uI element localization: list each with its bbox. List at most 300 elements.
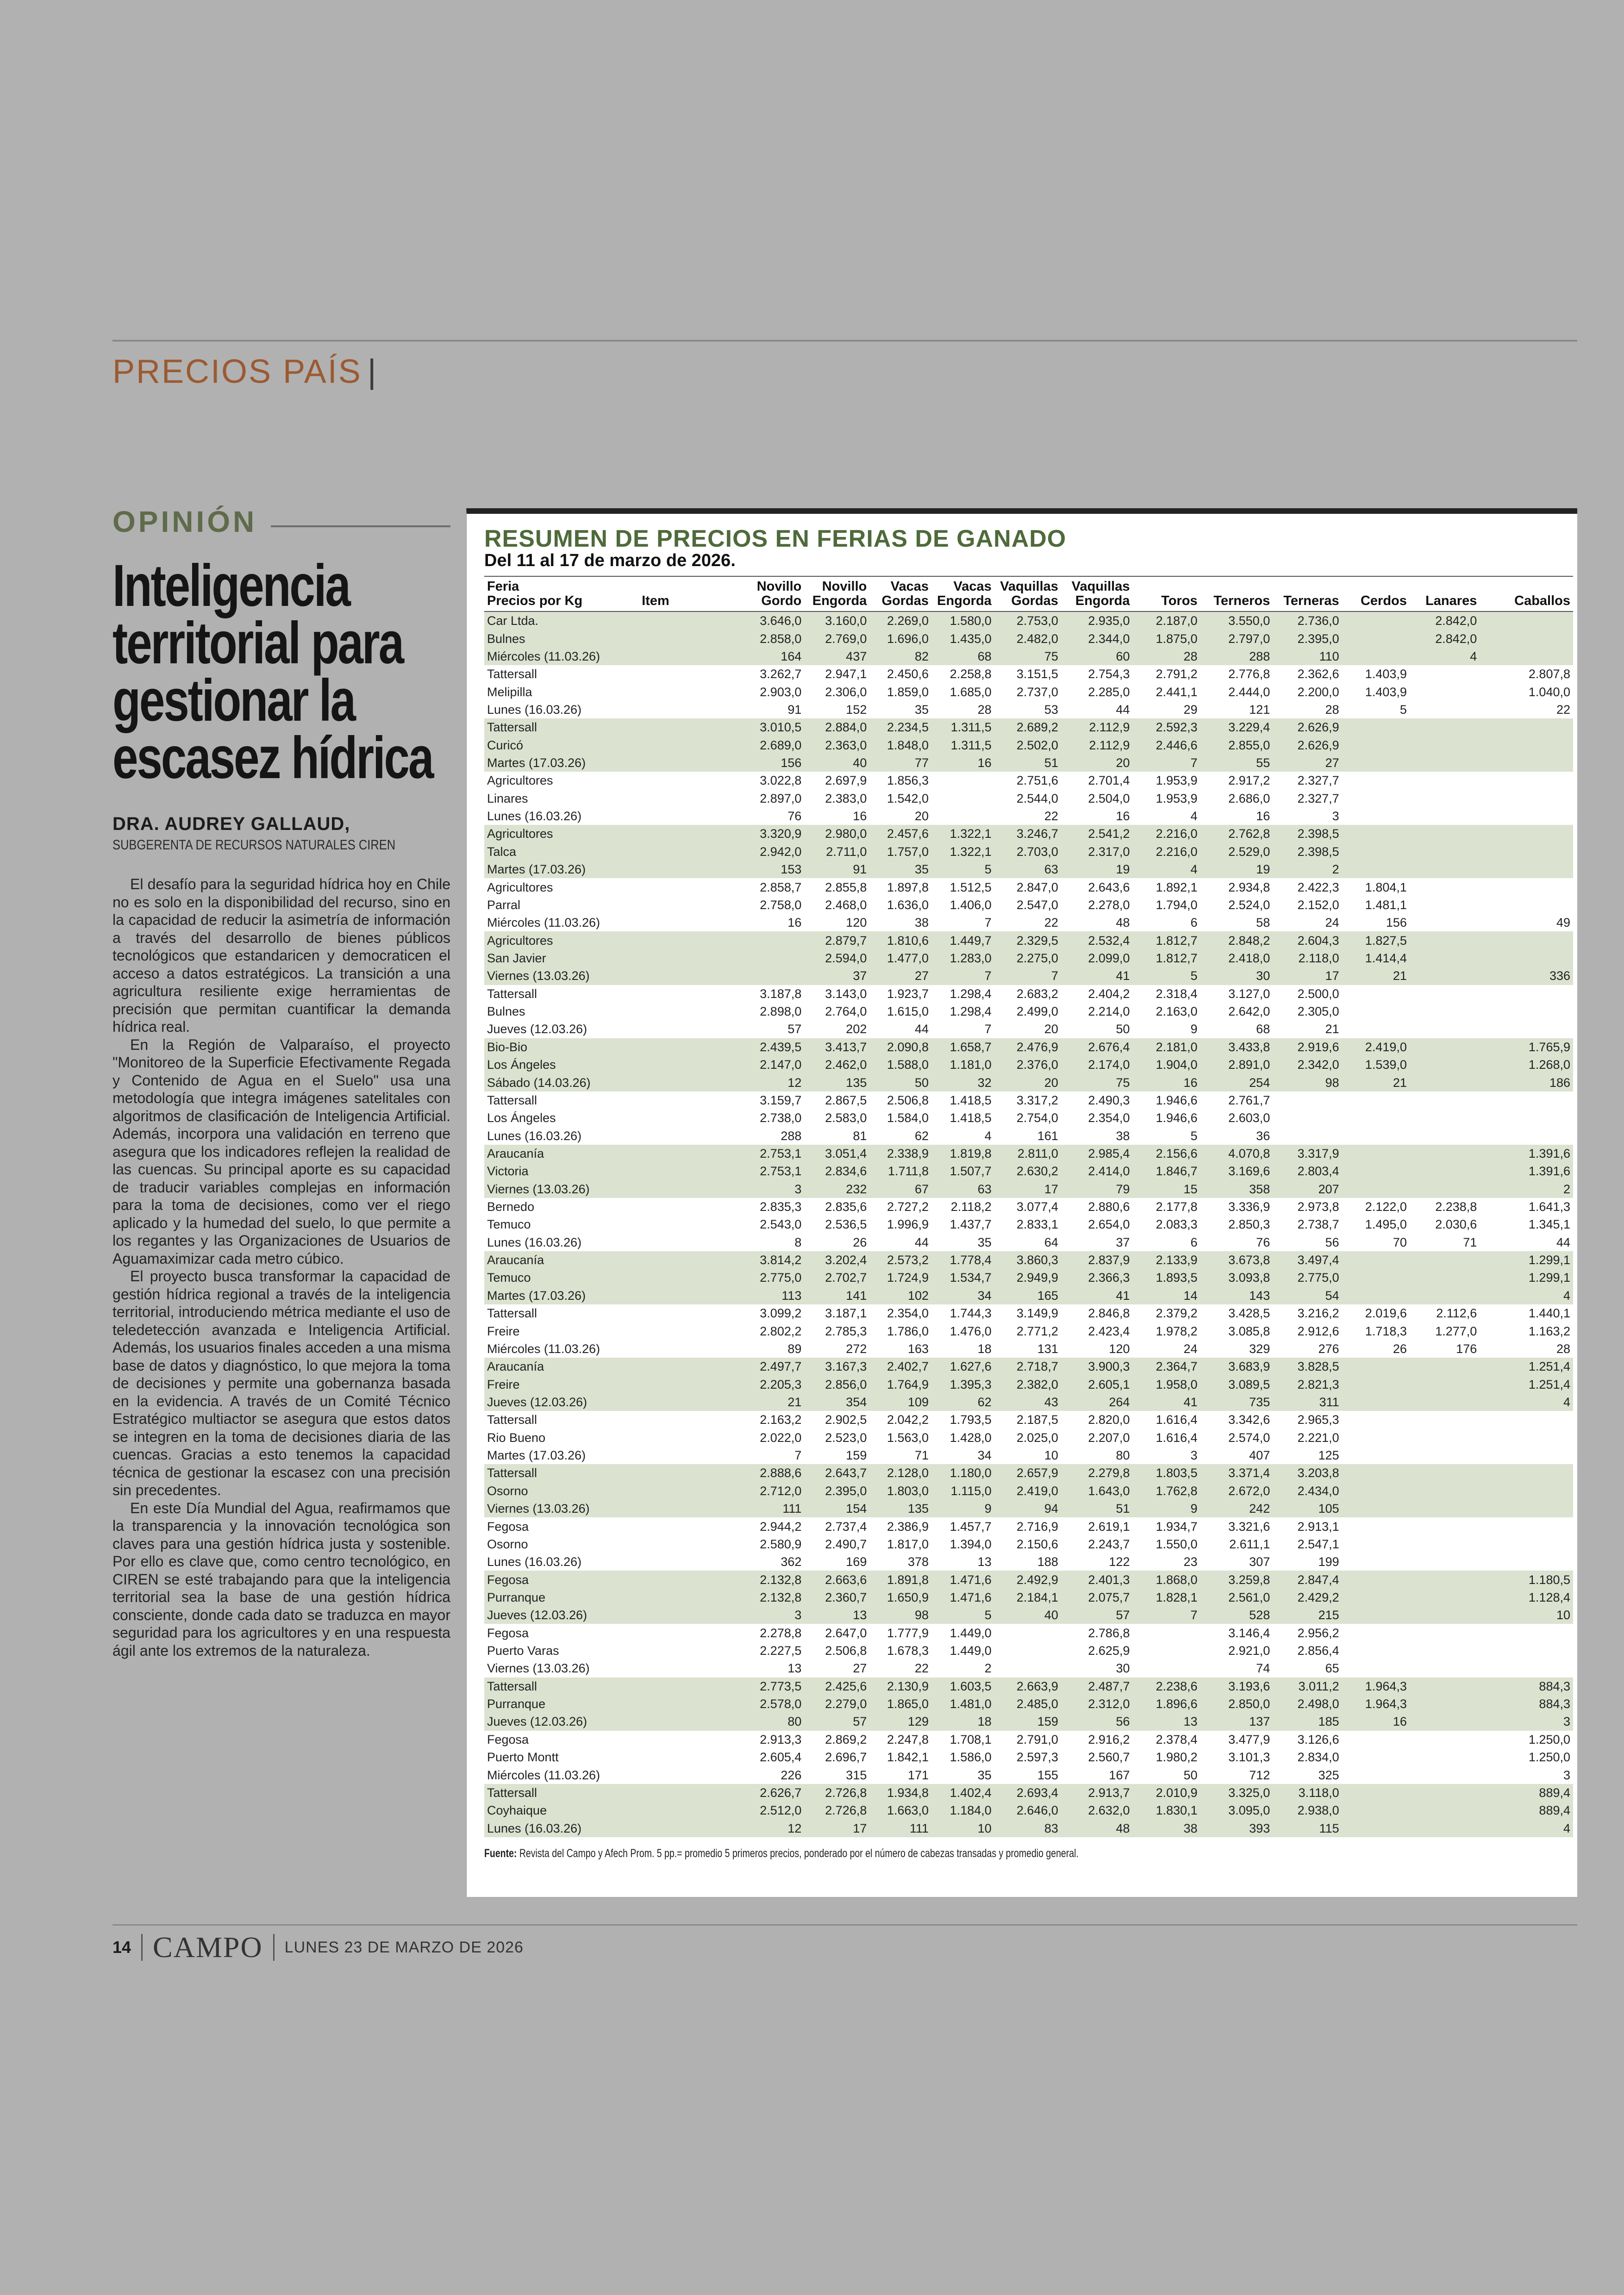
price-cell: 48	[1061, 1819, 1133, 1837]
price-cell: 2.492,9	[994, 1571, 1061, 1588]
price-cell: 2.544,0	[1016, 791, 1058, 805]
col-header-item: Item	[639, 576, 740, 611]
price-cell: 13	[804, 1606, 869, 1624]
price-cell	[1410, 967, 1480, 985]
price-cell: 1.395,3	[931, 1375, 994, 1393]
price-cell: 1.830,1	[1132, 1802, 1200, 1819]
price-cell: 7	[984, 1022, 992, 1036]
price-cell: 2.378,4	[1156, 1732, 1198, 1746]
price-cell	[1342, 1642, 1410, 1659]
table-row	[484, 1642, 1573, 1659]
price-cell: 2.221,0	[1297, 1430, 1339, 1445]
table-row	[484, 1748, 1573, 1766]
price-cell: 129	[869, 1713, 931, 1730]
price-cell: 1.180,0	[931, 1464, 994, 1482]
price-cell: 102	[869, 1287, 931, 1304]
price-cell	[1410, 1393, 1480, 1411]
price-cell: 2.856,0	[804, 1375, 869, 1393]
price-cell: 254	[1200, 1073, 1273, 1091]
price-cell: 1.181,0	[931, 1056, 994, 1073]
price-cell	[1273, 1109, 1342, 1127]
item-cell	[639, 896, 740, 914]
price-cell: 2.363,0	[804, 736, 869, 754]
price-cell: 81	[853, 1129, 867, 1143]
price-cell: 2.803,4	[1273, 1162, 1342, 1180]
price-cell: 12	[741, 1819, 805, 1837]
price-cell: 77	[869, 754, 931, 772]
price-cell	[1342, 1748, 1410, 1766]
price-cell: 2.216,0	[1132, 825, 1200, 842]
price-cell: 164	[741, 648, 805, 665]
footer-separator	[273, 1934, 275, 1961]
price-cell: 1.437,7	[949, 1217, 992, 1232]
price-cell	[1410, 896, 1480, 914]
feria-cell: Melipilla	[487, 685, 532, 699]
feria-cell: Purranque	[484, 1695, 639, 1713]
price-cell: 2.312,0	[1061, 1695, 1133, 1713]
feria-cell: Araucanía	[484, 1358, 639, 1375]
item-cell	[639, 1500, 740, 1517]
price-cell: 22	[1044, 809, 1058, 823]
price-cell: 3.428,5	[1228, 1306, 1270, 1321]
feria-cell: Tattersall	[484, 1784, 639, 1802]
price-cell: 2.327,7	[1297, 791, 1339, 805]
feria-cell: Viernes (13.03.26)	[484, 1180, 639, 1198]
price-cell	[1410, 1251, 1480, 1269]
price-cell	[1342, 1109, 1410, 1127]
price-cell: 1.588,0	[869, 1056, 931, 1073]
price-cell: 70	[1393, 1235, 1407, 1249]
price-cell: 2.835,3	[760, 1200, 802, 1214]
price-cell: 3.127,0	[1228, 986, 1270, 1001]
item-cell	[639, 1731, 740, 1748]
price-cell	[1342, 1162, 1410, 1180]
price-cell: 1.848,0	[869, 736, 931, 754]
price-cell: 2.278,8	[760, 1626, 802, 1640]
table-row	[484, 1464, 1573, 1482]
price-cell: 2.444,0	[1228, 685, 1270, 699]
price-cell: 1.403,9	[1365, 667, 1407, 681]
price-cell: 2.726,8	[804, 1802, 869, 1819]
price-cell	[1342, 1251, 1410, 1269]
price-cell: 2.523,0	[825, 1430, 867, 1445]
price-cell: 22	[914, 1661, 929, 1676]
price-cell: 2.500,0	[1297, 986, 1339, 1001]
price-cell: 1.418,5	[949, 1111, 992, 1125]
feria-cell: Linares	[487, 791, 528, 805]
feria-cell: Tattersall	[484, 1678, 639, 1695]
feria-cell: Tattersall	[487, 986, 537, 1001]
price-cell: 3.413,7	[804, 1038, 869, 1056]
price-cell: 2.858,7	[760, 880, 802, 894]
price-cell: 185	[1273, 1713, 1342, 1730]
item-cell	[639, 1375, 740, 1393]
table-row	[484, 1038, 1573, 1056]
price-cell: 49	[1556, 916, 1570, 930]
price-cell: 4	[1480, 1287, 1573, 1304]
price-cell: 3.202,4	[804, 1251, 869, 1269]
price-cell	[1410, 861, 1480, 878]
table-row	[484, 1447, 1573, 1464]
table-row	[484, 1287, 1573, 1304]
item-cell	[639, 1482, 740, 1500]
feria-cell: Araucanía	[484, 1251, 639, 1269]
price-cell: 2.401,3	[1061, 1571, 1133, 1588]
price-cell: 2.482,0	[994, 630, 1061, 647]
price-cell: 3.371,4	[1200, 1464, 1273, 1482]
feria-cell: Lunes (16.03.26)	[487, 1555, 582, 1569]
article-paragraph: En la Región de Valparaíso, el proyecto "Monitoreo de la Superficie Efectivamente Regada y Contenido de Agua en el Suelo" usa una metodología que integra imágenes satelitales con algoritmos de clasificación de Inteligencia Artificial. Además, incorpora una validación en terreno que asegura que los indicadores reflejen la realidad de las cuencas. Su principal aporte es su capacidad de traducir variables complejas en información para la toma de decisiones, como ver el riego aplicado y la humedad del suelo, lo que permite a los regantes y las Organizaciones de Usuarios de Aguamaximizar cada metro cúbico.	[112, 1036, 450, 1267]
table-row	[484, 967, 1573, 985]
price-cell: 2.726,8	[804, 1784, 869, 1802]
price-cell: 207	[1273, 1180, 1342, 1198]
price-cell: 288	[781, 1129, 802, 1143]
price-cell: 1.615,0	[887, 1004, 929, 1019]
publication-date: LUNES 23 DE MARZO DE 2026	[284, 1938, 524, 1956]
price-cell: 2.619,1	[1088, 1519, 1130, 1534]
table-row	[484, 1145, 1573, 1162]
price-cell: 2.912,6	[1297, 1324, 1339, 1338]
price-cell	[1342, 1766, 1410, 1784]
price-cell	[1410, 1784, 1480, 1802]
price-cell: 44	[914, 1022, 929, 1036]
price-cell: 2.318,4	[1156, 986, 1198, 1001]
price-cell: 215	[1273, 1606, 1342, 1624]
price-cell: 89	[787, 1341, 802, 1356]
feria-cell: Martes (17.03.26)	[487, 1448, 586, 1463]
price-cell	[994, 1659, 1061, 1677]
price-cell: 2.329,5	[994, 931, 1061, 949]
item-cell	[639, 1056, 740, 1073]
table-row	[484, 1784, 1573, 1802]
feria-cell: Lunes (16.03.26)	[487, 1129, 582, 1143]
feria-cell: Agricultores	[487, 880, 553, 894]
feria-cell: San Javier	[484, 949, 639, 967]
price-cell	[1342, 1287, 1410, 1304]
price-cell: 76	[1256, 1235, 1270, 1249]
price-cell: 156	[1386, 916, 1407, 930]
price-cell: 3.167,3	[804, 1358, 869, 1375]
price-cell: 1.616,4	[1156, 1413, 1198, 1427]
price-cell	[1480, 949, 1573, 967]
price-cell: 2.903,0	[760, 685, 802, 699]
table-row	[484, 1659, 1573, 1677]
col-header-line: Vacas	[890, 579, 929, 594]
price-cell: 2.913,1	[1297, 1519, 1339, 1534]
price-cell: 2.761,7	[1228, 1093, 1270, 1107]
price-cell	[931, 772, 994, 789]
price-cell: 2.738,0	[760, 1111, 802, 1125]
price-cell	[1410, 1375, 1480, 1393]
price-cell	[1342, 1411, 1410, 1428]
price-cell	[1342, 1606, 1410, 1624]
price-cell: 56	[1061, 1713, 1133, 1730]
price-cell: 2.917,2	[1228, 773, 1270, 788]
price-cell: 2.468,0	[825, 898, 867, 912]
price-cell	[1480, 1553, 1573, 1571]
feria-cell: Agricultores	[484, 825, 639, 842]
price-cell: 2.775,0	[1273, 1269, 1342, 1286]
price-cell: 1.322,1	[931, 843, 994, 861]
price-cell	[1342, 807, 1410, 825]
opinion-label: OPINIÓN	[112, 505, 257, 538]
price-cell: 2.524,0	[1228, 898, 1270, 912]
price-cell: 1.812,7	[1132, 931, 1200, 949]
price-cell: 7	[984, 916, 992, 930]
price-cell: 1.643,0	[1061, 1482, 1133, 1500]
price-cell: 27	[1273, 754, 1342, 772]
price-cell: 2.278,0	[1088, 898, 1130, 912]
price-cell: 3.085,8	[1228, 1324, 1270, 1338]
feria-cell: Tattersall	[487, 1093, 537, 1107]
price-cell: 20	[1061, 754, 1133, 772]
price-cell: 2.502,0	[994, 736, 1061, 754]
price-cell: 3.259,8	[1200, 1571, 1273, 1588]
price-cell	[1410, 1535, 1480, 1553]
price-cell: 28	[1556, 1341, 1570, 1356]
price-cell: 3	[1480, 1713, 1573, 1730]
col-header-line: Engorda	[937, 593, 992, 608]
price-cell: 35	[977, 1235, 992, 1249]
price-cell	[1410, 825, 1480, 842]
price-cell	[1342, 1003, 1410, 1020]
price-cell: 2.847,0	[1016, 880, 1058, 894]
price-cell: 1.391,6	[1480, 1145, 1573, 1162]
price-cell: 163	[907, 1341, 929, 1356]
price-cell	[1410, 807, 1480, 825]
price-cell: 2.362,6	[1297, 667, 1339, 681]
price-cell	[1342, 1535, 1410, 1553]
price-cell: 2.317,0	[1061, 843, 1133, 861]
feria-cell: Tattersall	[487, 1413, 537, 1427]
price-cell: 2.243,7	[1088, 1537, 1130, 1551]
price-cell: 2.541,2	[1061, 825, 1133, 842]
price-cell: 2.462,0	[804, 1056, 869, 1073]
price-cell: 1.471,6	[931, 1589, 994, 1606]
item-cell	[639, 1216, 740, 1233]
price-cell	[1410, 1517, 1480, 1535]
price-cell: 1.580,0	[931, 611, 994, 630]
item-cell	[639, 665, 740, 683]
price-cell: 44	[1116, 702, 1130, 717]
feria-cell: Temuco	[487, 1217, 531, 1232]
table-row	[484, 843, 1573, 861]
table-row	[484, 1482, 1573, 1500]
price-cell: 135	[804, 1073, 869, 1091]
price-cell: 2.446,6	[1132, 736, 1200, 754]
feria-cell: Temuco	[484, 1269, 639, 1286]
price-cell: 2.382,0	[994, 1375, 1061, 1393]
price-cell: 50	[1116, 1022, 1130, 1036]
price-cell: 315	[846, 1768, 867, 1782]
col-header-line: Engorda	[812, 593, 867, 608]
item-cell	[639, 1517, 740, 1535]
table-row	[484, 1269, 1573, 1286]
price-cell: 71	[914, 1448, 929, 1463]
price-cell: 2.643,6	[1088, 880, 1130, 894]
price-cell: 2.187,5	[1016, 1413, 1058, 1427]
price-cell: 1.980,2	[1156, 1750, 1198, 1765]
price-cell: 2.898,0	[760, 1004, 802, 1019]
price-cell: 2.238,8	[1435, 1200, 1477, 1214]
table-row	[484, 931, 1573, 949]
price-cell	[1410, 1642, 1480, 1659]
price-cell: 2.858,0	[741, 630, 805, 647]
table-row	[484, 1056, 1573, 1073]
price-cell: 2.122,0	[1365, 1200, 1407, 1214]
feria-cell: Tattersall	[487, 667, 537, 681]
price-cell: 2.512,0	[741, 1802, 805, 1819]
price-cell: 2.184,1	[994, 1589, 1061, 1606]
item-cell	[639, 1678, 740, 1695]
item-cell	[639, 1091, 740, 1109]
table-row	[484, 1766, 1573, 1784]
price-cell: 9	[1132, 1500, 1200, 1517]
price-cell: 1.627,6	[931, 1358, 994, 1375]
table-row	[484, 1109, 1573, 1127]
price-cell	[1480, 878, 1573, 896]
price-cell: 2.737,0	[1016, 685, 1058, 699]
price-cell: 2.738,7	[1297, 1217, 1339, 1232]
article-paragraph: El desafío para la seguridad hídrica hoy en Chile no es solo en la disponibilidad del recurso, sino en la capacidad de reducir la asimetría de información a través del desarrollo de bienes públicos tecnológicos que estandaricen y democraticen el acceso a datos estratégicos. La transición a una agricultura resiliente exige herramientas de precisión que permitan cuantificar la demanda hídrica real.	[112, 876, 450, 1035]
price-cell: 1.996,9	[887, 1217, 929, 1232]
table-header-row	[484, 576, 1573, 611]
price-cell: 3	[1332, 809, 1339, 823]
price-cell: 16	[1116, 809, 1130, 823]
price-cell: 2.441,1	[1156, 685, 1198, 699]
price-cell: 3.646,0	[741, 611, 805, 630]
price-cell	[1342, 772, 1410, 789]
price-cell: 272	[846, 1341, 867, 1356]
price-cell: 15	[1132, 1180, 1200, 1198]
price-cell: 2.234,5	[869, 718, 931, 736]
feria-cell: Fegosa	[487, 1519, 529, 1534]
price-cell: 3.099,2	[760, 1306, 802, 1321]
section-title	[112, 353, 378, 391]
col-header-line: Novillo	[756, 579, 802, 594]
table-row	[484, 1304, 1573, 1322]
price-cell: 2.419,0	[1342, 1038, 1410, 1056]
price-cell	[1410, 772, 1480, 789]
price-cell	[1342, 1269, 1410, 1286]
price-cell: 2.476,9	[994, 1038, 1061, 1056]
price-cell	[1342, 1571, 1410, 1588]
top-rule	[112, 340, 1577, 342]
price-cell: 2.753,0	[994, 611, 1061, 630]
price-cell: 6	[1190, 916, 1198, 930]
price-cell: 2.944,2	[760, 1519, 802, 1534]
price-cell: 2.490,7	[825, 1537, 867, 1551]
price-cell: 1.803,0	[869, 1482, 931, 1500]
price-cell: 2.485,0	[994, 1695, 1061, 1713]
table-source-note	[484, 1847, 1329, 1860]
item-cell	[639, 1429, 740, 1447]
feria-cell: Puerto Varas	[487, 1644, 559, 1658]
price-cell: 2.980,0	[804, 825, 869, 842]
price-cell: 23	[1183, 1555, 1198, 1569]
price-cell: 35	[914, 702, 929, 717]
feria-cell: Tattersall	[484, 718, 639, 736]
item-cell	[639, 1589, 740, 1606]
item-cell	[639, 1571, 740, 1588]
price-cell	[1410, 1819, 1480, 1837]
price-cell: 232	[804, 1180, 869, 1198]
article-paragraph: El proyecto busca transformar la capacidad de gestión hídrica regional a través de la inteligencia territorial, introduciendo métrica mediante el uso de teledetección avanzada e Inteligencia Artificial. Además, los usuarios finales acceden a una misma base de datos y diagnóstico, lo que mejora la toma de decisiones y permite una gobernanza basada en la evidencia. A través de un Comité Técnico Estratégico multiactor se asegura que estos datos se integren en la toma de decisiones diaria de las cuencas. Gracias a esto tenemos la capacidad técnica de gestionar la escasez con una precisión sin precedentes.	[112, 1268, 450, 1498]
price-cell	[1410, 1429, 1480, 1447]
price-cell: 125	[1318, 1448, 1339, 1463]
price-cell: 3.336,9	[1228, 1200, 1270, 1214]
table-row	[484, 1411, 1573, 1428]
feria-cell: Viernes (13.03.26)	[484, 967, 639, 985]
price-cell: 27	[853, 1661, 867, 1676]
table-row	[484, 1819, 1573, 1837]
price-cell: 2.820,0	[1088, 1413, 1130, 1427]
price-cell	[1480, 1500, 1573, 1517]
price-cell	[1480, 1624, 1573, 1641]
table-row	[484, 949, 1573, 967]
price-cell: 75	[1061, 1073, 1133, 1091]
feria-cell: Victoria	[484, 1162, 639, 1180]
price-cell	[1480, 1127, 1573, 1144]
price-cell	[1410, 1500, 1480, 1517]
table-row	[484, 1358, 1573, 1375]
table-row	[484, 630, 1573, 647]
price-cell: 1.875,0	[1132, 630, 1200, 647]
table-row	[484, 611, 1573, 630]
price-cell: 2.842,0	[1410, 630, 1480, 647]
table-row	[484, 1375, 1573, 1393]
price-cell	[1480, 1535, 1573, 1553]
price-cell: 1.934,7	[1156, 1519, 1198, 1534]
price-cell	[1132, 1659, 1200, 1677]
price-cell: 2.676,4	[1061, 1038, 1133, 1056]
price-cell: 3	[741, 1180, 805, 1198]
price-cell: 120	[846, 916, 867, 930]
price-cell: 276	[1318, 1341, 1339, 1356]
price-cell: 2.187,0	[1132, 611, 1200, 630]
price-cell: 135	[869, 1500, 931, 1517]
price-cell	[1410, 1073, 1480, 1091]
price-cell	[1480, 1642, 1573, 1659]
price-cell: 2.605,4	[760, 1750, 802, 1765]
price-cell: 38	[1132, 1819, 1200, 1837]
price-cell: 2.379,2	[1156, 1306, 1198, 1321]
price-cell: 2.921,0	[1228, 1644, 1270, 1658]
price-cell	[931, 790, 994, 807]
table-title: RESUMEN DE PRECIOS EN FERIAS DE GANADO	[484, 525, 1067, 552]
price-cell: 2.934,8	[1228, 880, 1270, 894]
price-cell: 51	[994, 754, 1061, 772]
price-cell: 1.765,9	[1480, 1038, 1573, 1056]
price-cell: 2.583,0	[825, 1111, 867, 1125]
price-cell	[1480, 896, 1573, 914]
section-name: PRECIOS PAÍS	[112, 353, 362, 390]
col-header-novillo-gordo	[741, 576, 805, 611]
price-cell: 7	[931, 967, 994, 985]
col-header-terneros: Terneros	[1200, 576, 1273, 611]
price-cell: 8	[794, 1235, 802, 1249]
item-cell	[639, 1748, 740, 1766]
price-cell: 68	[931, 648, 994, 665]
price-cell	[1342, 648, 1410, 665]
price-cell: 1.964,3	[1342, 1695, 1410, 1713]
price-cell: 2.376,0	[994, 1056, 1061, 1073]
price-cell: 1.542,0	[887, 791, 929, 805]
price-cell: 2.642,0	[1228, 1004, 1270, 1019]
price-cell: 2.626,9	[1273, 736, 1342, 754]
price-cell	[741, 949, 805, 967]
price-cell: 3.126,6	[1297, 1732, 1339, 1746]
